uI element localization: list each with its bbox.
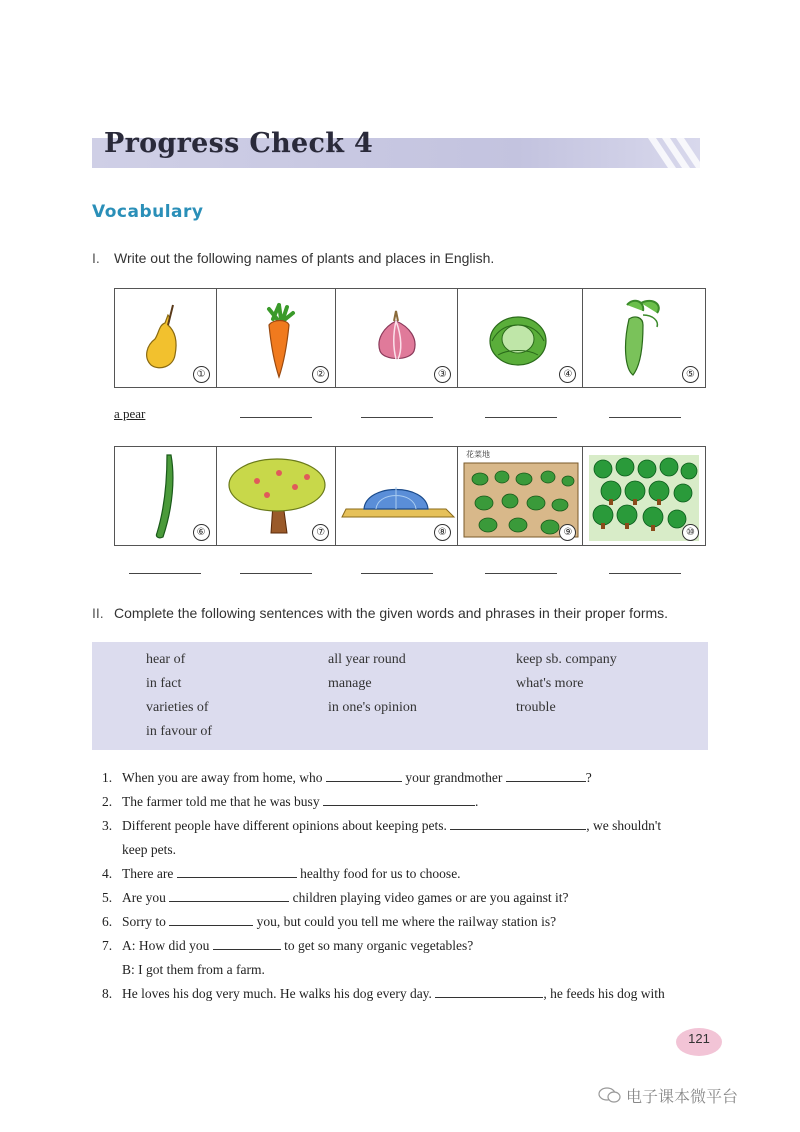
item-number: ① (193, 366, 210, 383)
word-item: in favour of (146, 724, 213, 739)
field-tag: 花菜地 (465, 450, 490, 459)
blank[interactable] (169, 890, 289, 902)
picture-cell-10 (583, 447, 705, 545)
instruction-text: Write out the following names of plants and places in English. (114, 250, 495, 266)
word-bank-box (92, 642, 708, 750)
picture-cell-5 (583, 289, 705, 387)
answer-9[interactable] (458, 562, 584, 578)
sentence-text: B: I got them from a farm. (122, 962, 265, 977)
word-item: varieties of (146, 700, 209, 715)
sentence-text: Sorry to (122, 914, 166, 929)
item-number: ③ (434, 366, 451, 383)
sentence-4 (102, 866, 461, 882)
watermark-text: 电子课本微平台 (626, 1087, 739, 1106)
sentence-number: 1. (102, 770, 113, 785)
sentence-number: 6. (102, 914, 113, 929)
word-item: in fact (146, 676, 182, 691)
sentence-number: 4. (102, 866, 113, 881)
sentence-text: . (474, 794, 479, 809)
blank[interactable] (213, 938, 281, 950)
answer-1 (114, 406, 216, 422)
sentence-text: He loves his dog very much. He walks his dog every day. (122, 986, 432, 1001)
sentence-1 (102, 770, 592, 786)
picture-grid-row-2 (114, 446, 706, 546)
sentence-text: Are you (122, 890, 166, 905)
answer-2[interactable] (216, 406, 336, 422)
sentence-text: There are (122, 866, 174, 881)
instruction-part-2 (92, 605, 668, 621)
item-number: ⑨ (559, 524, 576, 541)
item-number: ⑩ (682, 524, 699, 541)
picture-cell-8 (336, 447, 458, 545)
word-item: what's more (516, 676, 584, 691)
section-heading-vocabulary: Vocabulary (92, 202, 204, 222)
sentence-number: 3. (102, 818, 113, 833)
sentence-7 (102, 938, 473, 954)
answer-10[interactable] (584, 562, 706, 578)
answer-6[interactable] (114, 562, 216, 578)
item-number: ⑧ (434, 524, 451, 541)
blank[interactable] (506, 770, 586, 782)
blank[interactable] (435, 986, 543, 998)
answer-8[interactable] (336, 562, 458, 578)
item-number: ④ (559, 366, 576, 383)
word-item: all year round (328, 652, 406, 667)
sentence-text: to get so many organic vegetables? (284, 938, 474, 953)
blank[interactable] (177, 866, 297, 878)
sentence-text: , he feeds his dog with (543, 986, 665, 1001)
sentence-number: 5. (102, 890, 113, 905)
answer-3[interactable] (336, 406, 458, 422)
blank[interactable] (326, 770, 402, 782)
picture-cell-4 (458, 289, 584, 387)
answer-7[interactable] (216, 562, 336, 578)
page-title: Progress Check 4 (104, 128, 374, 159)
word-item: manage (328, 676, 372, 691)
sentence-number: 7. (102, 938, 113, 953)
word-item: in one's opinion (328, 700, 417, 715)
sentence-8 (102, 986, 665, 1002)
sentence-5 (102, 890, 569, 906)
sentence-number: 8. (102, 986, 113, 1001)
roman-numeral: I. (92, 250, 100, 266)
word-item: trouble (516, 700, 556, 715)
item-number: ② (312, 366, 329, 383)
picture-grid-row-1 (114, 288, 706, 388)
sentence-text: keep pets. (122, 842, 176, 857)
roman-numeral: II. (92, 605, 104, 621)
instruction-part-1 (92, 250, 494, 266)
sentence-3-cont (102, 842, 176, 858)
answer-row-2 (114, 562, 706, 578)
sentence-text: children playing video games or are you against it? (292, 890, 569, 905)
banner-stripes-decoration (640, 138, 700, 168)
sentence-text: ? (585, 770, 592, 785)
blank[interactable] (323, 794, 475, 806)
picture-cell-7 (217, 447, 337, 545)
sentence-text: your grandmother (405, 770, 503, 785)
answer-5[interactable] (584, 406, 706, 422)
sentence-3 (102, 818, 661, 834)
sentence-2 (102, 794, 478, 810)
blank[interactable] (169, 914, 253, 926)
answer-4[interactable] (458, 406, 584, 422)
picture-cell-3 (336, 289, 458, 387)
item-number: ⑦ (312, 524, 329, 541)
instruction-text: Complete the following sentences with the given words and phrases in their proper forms. (114, 605, 669, 621)
picture-cell-6 (115, 447, 217, 545)
sentence-text: you, but could you tell me where the railway station is? (256, 914, 557, 929)
picture-cell-9 (458, 447, 584, 545)
sentence-text: When you are away from home, who (122, 770, 323, 785)
word-item: keep sb. company (516, 652, 617, 667)
sentence-text: healthy food for us to choose. (300, 866, 461, 881)
sentence-6 (102, 914, 556, 930)
sentence-text: The farmer told me that he was busy (122, 794, 320, 809)
sentence-text: A: How did you (122, 938, 210, 953)
item-number: ⑥ (193, 524, 210, 541)
sentence-text: Different people have different opinions about keeping pets. (122, 818, 447, 833)
sentence-text: , we shouldn't (586, 818, 662, 833)
answer-row-1 (114, 406, 706, 422)
item-number: ⑤ (682, 366, 699, 383)
page-number: 121 (688, 1031, 710, 1046)
chat-icon (598, 1086, 622, 1104)
sentence-7-cont (102, 962, 265, 978)
sentence-number: 2. (102, 794, 113, 809)
picture-cell-2 (217, 289, 337, 387)
answer-example: a pear (114, 406, 146, 421)
blank[interactable] (450, 818, 586, 830)
picture-cell-1 (115, 289, 217, 387)
word-item: hear of (146, 652, 186, 667)
